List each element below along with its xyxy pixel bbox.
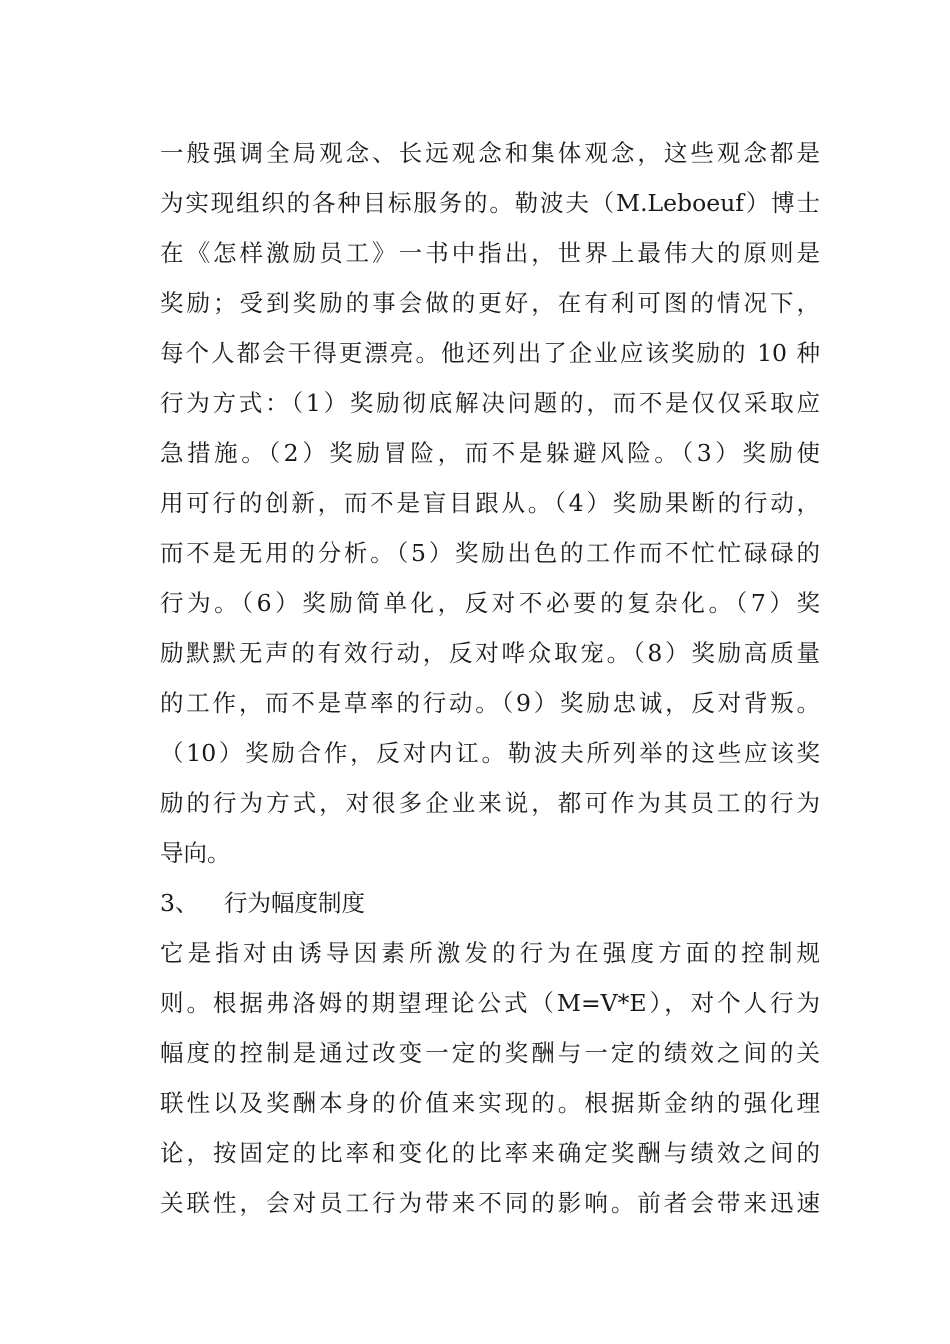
text-line: 联性以及奖酬本身的价值来实现的。根据斯金纳的强化理 (160, 1089, 820, 1117)
section-title: 行为幅度制度 (224, 889, 365, 917)
text-line: 论，按固定的比率和变化的比率来确定奖酬与绩效之间的 (160, 1139, 820, 1167)
paragraph-behavior-magnitude (160, 928, 820, 1228)
text-line: 励默默无声的有效行动，反对哗众取宠。（8）奖励高质量 (160, 639, 820, 667)
text-line: 奖励；受到奖励的事会做的更好，在有利可图的情况下， (160, 289, 820, 317)
text-line: 急措施。（2）奖励冒险，而不是躲避风险。（3）奖励使 (160, 439, 820, 467)
paragraph-reward-behaviors (160, 128, 820, 878)
section-heading (160, 878, 820, 928)
text-line: 行为方式：（1）奖励彻底解决问题的，而不是仅仅采取应 (160, 389, 820, 417)
text-line: （10）奖励合作，反对内讧。勒波夫所列举的这些应该奖 (160, 739, 820, 767)
text-line: 用可行的创新，而不是盲目跟从。（4）奖励果断的行动， (160, 489, 820, 517)
text-line: 幅度的控制是通过改变一定的奖酬与一定的绩效之间的关 (160, 1039, 820, 1067)
text-line: 关联性，会对员工行为带来不同的影响。前者会带来迅速 (160, 1189, 820, 1217)
document-body (160, 128, 820, 1228)
text-line: 它是指对由诱导因素所激发的行为在强度方面的控制规 (160, 939, 820, 967)
text-line: 而不是无用的分析。（5）奖励出色的工作而不忙忙碌碌的 (160, 539, 820, 567)
text-line: 在《怎样激励员工》一书中指出，世界上最伟大的原则是 (160, 239, 820, 267)
text-line: 的工作，而不是草率的行动。（9）奖励忠诚，反对背叛。 (160, 689, 820, 717)
text-line: 励的行为方式，对很多企业来说，都可作为其员工的行为 (160, 789, 820, 817)
text-line: 则。根据弗洛姆的期望理论公式（M=V*E），对个人行为 (160, 989, 820, 1017)
text-line: 为实现组织的各种目标服务的。勒波夫（M.Leboeuf）博士 (160, 189, 820, 217)
section-number: 3、 (160, 889, 199, 917)
text-line: 行为。（6）奖励简单化，反对不必要的复杂化。（7）奖 (160, 589, 820, 617)
text-line: 一般强调全局观念、长远观念和集体观念，这些观念都是 (160, 139, 820, 167)
text-line: 导向。 (160, 839, 231, 867)
text-line: 每个人都会干得更漂亮。他还列出了企业应该奖励的 10 种 (160, 339, 820, 367)
